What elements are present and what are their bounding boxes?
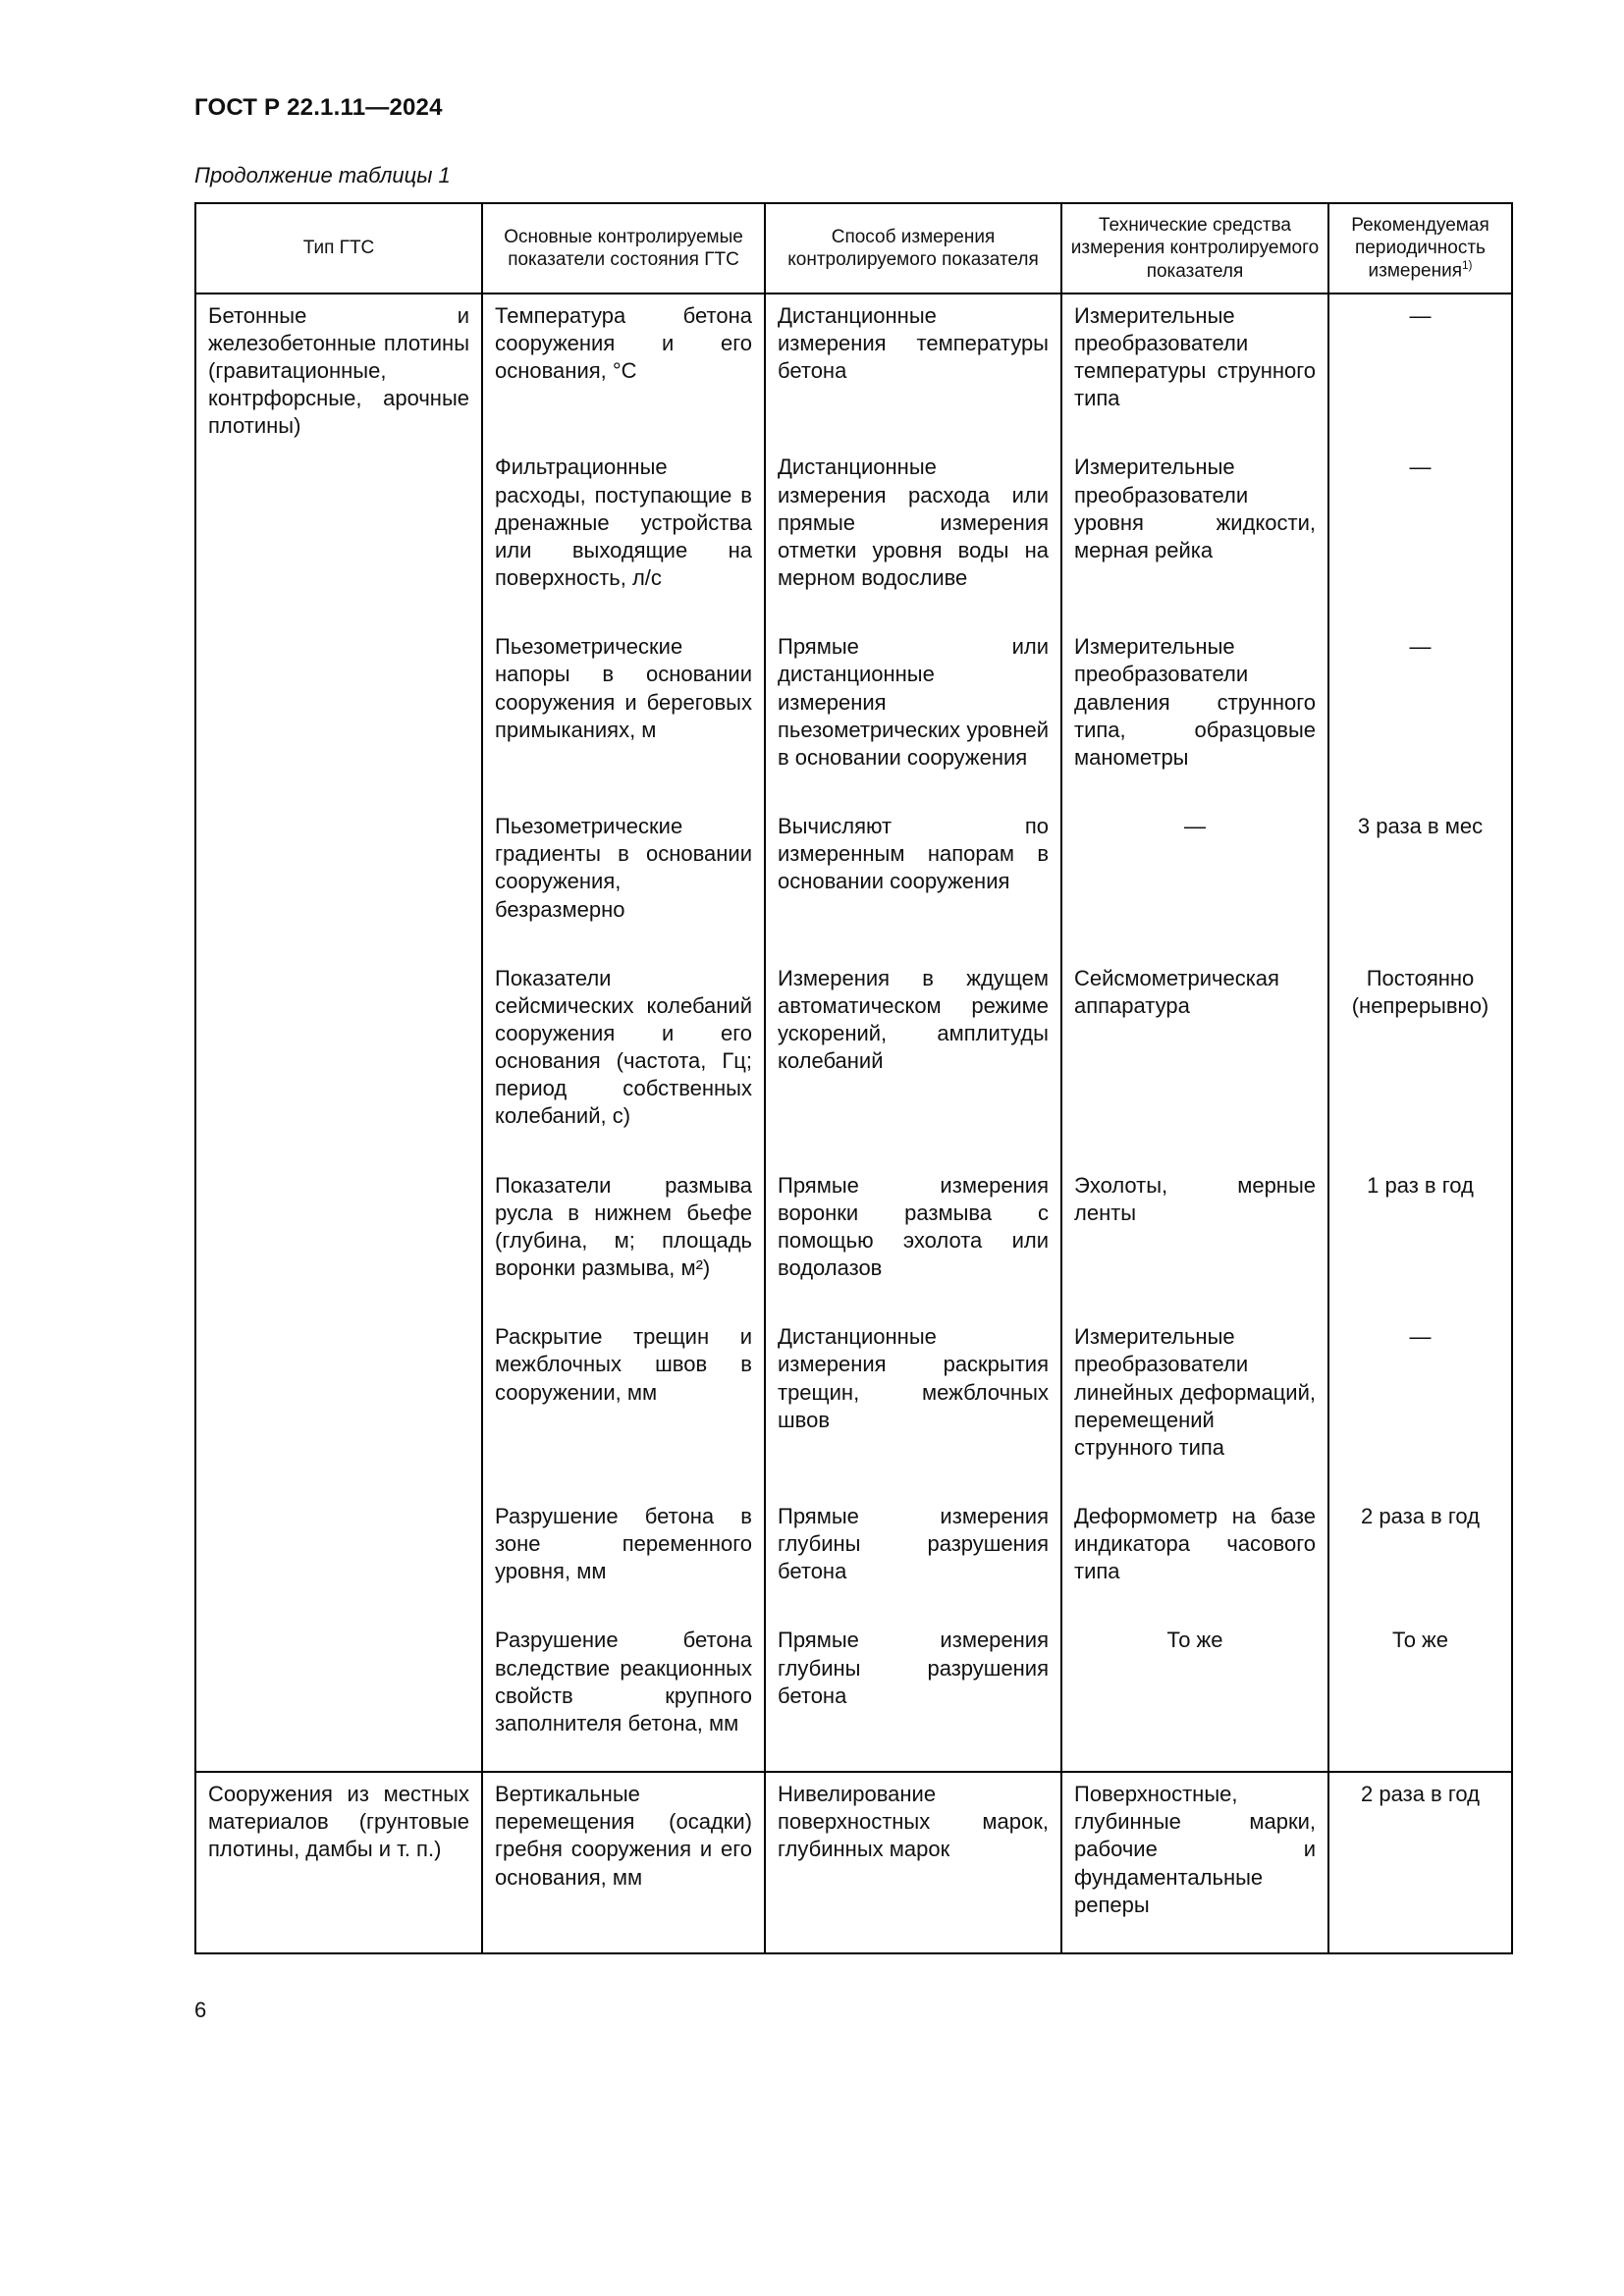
- cell-indicator: Пьезометрические градиенты в основании сооружения, безразмерно: [482, 805, 765, 957]
- cell-means: Эхолоты, мерные ленты: [1061, 1164, 1328, 1316]
- cell-method: Вычисляют по измеренным напорам в основании сооружения: [765, 805, 1061, 957]
- cell-means: Деформометр на базе индикатора часового типа: [1061, 1495, 1328, 1619]
- cell-method: Дистанционные измерения температуры бетона: [765, 294, 1061, 447]
- cell-means: Измерительные преобразователи уровня жидкости, мерная рейка: [1061, 446, 1328, 625]
- cell-indicator: Показатели размыва русла в нижнем бьефе (глубина, м; площадь воронки размыва, м²): [482, 1164, 765, 1316]
- cell-method: Измерения в ждущем автоматическом режиме ускорений, амплитуды колебаний: [765, 957, 1061, 1164]
- table-row: [195, 1772, 1512, 1953]
- cell-method: Нивелирование поверхностных марок, глубинных марок: [765, 1772, 1061, 1953]
- cell-means: Поверхностные, глубинные марки, рабочие и фундаментальные реперы: [1061, 1772, 1328, 1953]
- cell-means: Измерительные преобразователи давления струнного типа, образцовые манометры: [1061, 625, 1328, 805]
- cell-periodicity: —: [1328, 625, 1512, 805]
- cell-method: Прямые измерения воронки размыва с помощью эхолота или водолазов: [765, 1164, 1061, 1316]
- cell-indicator: Разрушение бетона в зоне переменного уровня, мм: [482, 1495, 765, 1619]
- cell-indicator: Температура бетона сооружения и его основания, °С: [482, 294, 765, 447]
- cell-periodicity: 1 раз в год: [1328, 1164, 1512, 1316]
- cell-periodicity: —: [1328, 446, 1512, 625]
- monitoring-table: [194, 202, 1513, 1954]
- cell-means: Измерительные преобразователи температуры струнного типа: [1061, 294, 1328, 447]
- col-header-indicators: Основные контролируемые показатели состояния ГТС: [482, 203, 765, 294]
- cell-indicator: Показатели сейсмических колебаний сооружения и его основания (частота, Гц; период собственных колебаний, с): [482, 957, 765, 1164]
- cell-type-group-1: Бетонные и железобетонные плотины (гравитационные, контрфорсные, арочные плотины): [195, 294, 482, 1772]
- cell-periodicity: То же: [1328, 1619, 1512, 1772]
- document-code: ГОСТ Р 22.1.11—2024: [194, 94, 443, 121]
- cell-indicator: Вертикальные перемещения (осадки) гребня сооружения и его основания, мм: [482, 1772, 765, 1953]
- cell-periodicity: —: [1328, 1315, 1512, 1495]
- cell-method: Прямые или дистанционные измерения пьезометрических уровней в основании сооружения: [765, 625, 1061, 805]
- table-row: [195, 294, 1512, 447]
- col-header-periodicity: [1328, 203, 1512, 294]
- col-header-means: Технические средства измерения контролируемого показателя: [1061, 203, 1328, 294]
- cell-periodicity: 3 раза в мес: [1328, 805, 1512, 957]
- cell-means: Измерительные преобразователи линейных деформаций, перемещений струнного типа: [1061, 1315, 1328, 1495]
- col-header-type: Тип ГТС: [195, 203, 482, 294]
- cell-method: Прямые измерения глубины разрушения бетона: [765, 1495, 1061, 1619]
- cell-periodicity: Постоянно (непрерывно): [1328, 957, 1512, 1164]
- cell-indicator: Фильтрационные расходы, поступающие в дренажные устройства или выходящие на поверхность, л/с: [482, 446, 765, 625]
- cell-indicator: Пьезометрические напоры в основании сооружения и береговых примыканиях, м: [482, 625, 765, 805]
- cell-periodicity: —: [1328, 294, 1512, 447]
- cell-type-group-2: Сооружения из местных материалов (грунтовые плотины, дамбы и т. п.): [195, 1772, 482, 1953]
- cell-indicator: Раскрытие трещин и межблочных швов в сооружении, мм: [482, 1315, 765, 1495]
- cell-means: Сейсмометрическая аппаратура: [1061, 957, 1328, 1164]
- cell-method: Дистанционные измерения раскрытия трещин, межблочных швов: [765, 1315, 1061, 1495]
- header-row: [195, 203, 1512, 294]
- col-header-periodicity-label: Рекомендуемая периодичность измерения: [1351, 215, 1489, 282]
- cell-periodicity: 2 раза в год: [1328, 1495, 1512, 1619]
- cell-periodicity: 2 раза в год: [1328, 1772, 1512, 1953]
- cell-means: —: [1061, 805, 1328, 957]
- cell-indicator: Разрушение бетона вследствие реакционных свойств крупного заполнителя бетона, мм: [482, 1619, 765, 1772]
- table-caption: Продолжение таблицы 1: [194, 163, 451, 187]
- cell-means: То же: [1061, 1619, 1328, 1772]
- cell-method: Прямые измерения глубины разрушения бетона: [765, 1619, 1061, 1772]
- cell-method: Дистанционные измерения расхода или прямые измерения отметки уровня воды на мерном водосливе: [765, 446, 1061, 625]
- footnote-ref: 1): [1462, 259, 1473, 273]
- col-header-method: Способ измерения контролируемого показателя: [765, 203, 1061, 294]
- page-number: 6: [194, 1997, 207, 2022]
